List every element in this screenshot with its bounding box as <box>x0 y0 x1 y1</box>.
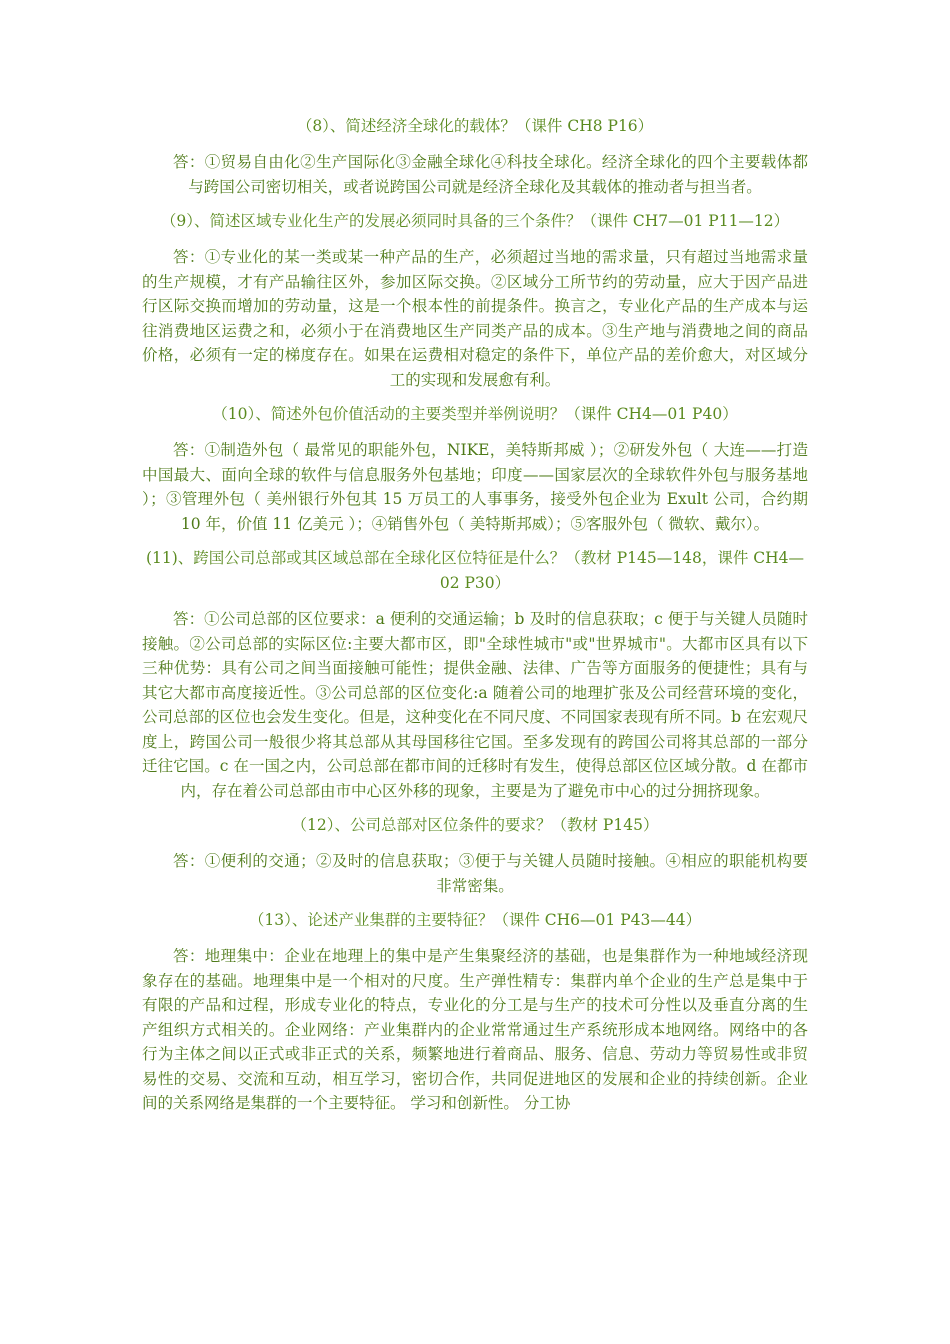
answer-12: 答：①便利的交通；②及时的信息获取；③便于与关键人员随时接触。④相应的职能机构要非常密集。 <box>173 852 808 895</box>
question-10: （10）、简述外包价值活动的主要类型并举例说明？（课件 CH4—01 P40） <box>212 405 738 423</box>
question-9: （9）、简述区域专业化生产的发展必须同时具备的三个条件？（课件 CH7—01 P11—12） <box>160 212 790 230</box>
answer-9: 答：①专业化的某一类或某一种产品的生产，必须超过当地的需求量，只有超过当地需求量的生产规模，才有产品输往区外，参加区际交换。②区域分工所节约的劳动量，应大于因产品进行区际交换而增加的劳动量，这是一个根本性的前提条件。换言之，专业化产品的生产成本与运往消费地区运费之和，必须小于在消费地区生产同类产品的成本。③生产地与消费地之间的商品价格，必须有一定的梯度存在。如果在运费相对稳定的条件下，单位产品的差价愈大，对区域分工的实现和发展愈有利。 <box>142 248 808 389</box>
question-8: （8）、简述经济全球化的载体？（课件 CH8 P16） <box>296 117 654 135</box>
answer-13: 答：地理集中：企业在地理上的集中是产生集聚经济的基础，也是集群作为一种地域经济现象存在的基础。地理集中是一个相对的尺度。生产弹性精专：集群内单个企业的生产总是集中于有限的产品和过程，形成专业化的特点，专业化的分工是与生产的技术可分性以及垂直分离的生产组织方式相关的。企业网络：产业集群内的企业常常通过生产系统形成本地网络。网络中的各行为主体之间以正式或非正式的关系，频繁地进行着商品、服务、信息、劳动力等贸易性或非贸易性的交易、交流和互动，相互学习，密切合作，共同促进地区的发展和企业的持续创新。企业间的关系网络是集群的一个主要特征。 学习和创新性。 分工协 <box>142 947 808 1112</box>
answer-11: 答：①公司总部的区位要求：a 便利的交通运输；b 及时的信息获取；c 便于与关键人员随时接触。②公司总部的实际区位:主要大都市区，即"全球性城市"或"世界城市"。大都市区具有以下三种优势：具有公司之间当面接触可能性；提供金融、法律、广告等方面服务的便捷性；具有与其它大都市高度接近性。③公司总部的区位变化:a 随着公司的地理扩张及公司经营环境的变化，公司总部的区位也会发生变化。但是，这种变化在不同尺度、不同国家表现有所不同。b 在宏观尺度上，跨国公司一般很少将其总部从其母国移往它国。至多发现有的跨国公司将其总部的一部分迁往它国。c 在一国之内，公司总部在都市间的迁移时有发生，使得总部区位区域分散。d 在都市内，存在着公司总部由市中心区外移的现象，主要是为了避免市中心的过分拥挤现象。 <box>142 610 808 800</box>
question-13: （13）、论述产业集群的主要特征？（课件 CH6—01 P43—44） <box>248 911 702 929</box>
question-12: （12）、公司总部对区位条件的要求？（教材 P145） <box>291 816 659 834</box>
answer-8: 答：①贸易自由化②生产国际化③金融全球化④科技全球化。经济全球化的四个主要载体都与跨国公司密切相关，或者说跨国公司就是经济全球化及其载体的推动者与担当者。 <box>173 153 808 196</box>
answer-10: 答：①制造外包（ 最常见的职能外包，NIKE，美特斯邦威 ）；②研发外包（ 大连——打造中国最大、面向全球的软件与信息服务外包基地；印度——国家层次的全球软件外包与服务基地 ）；③管理外包（ 美州银行外包其 15 万员工的人事事务，接受外包企业为 Exult 公司，合约期 10 年，价值 11 亿美元 ）；④销售外包（ 美特斯邦威）；⑤客服外包（ 微软、戴尔）。 <box>142 441 808 533</box>
question-11: (11)、跨国公司总部或其区域总部在全球化区位特征是什么？（教材 P145—148，课件 CH4—02 P30） <box>145 549 804 592</box>
document-body <box>142 114 808 1126</box>
